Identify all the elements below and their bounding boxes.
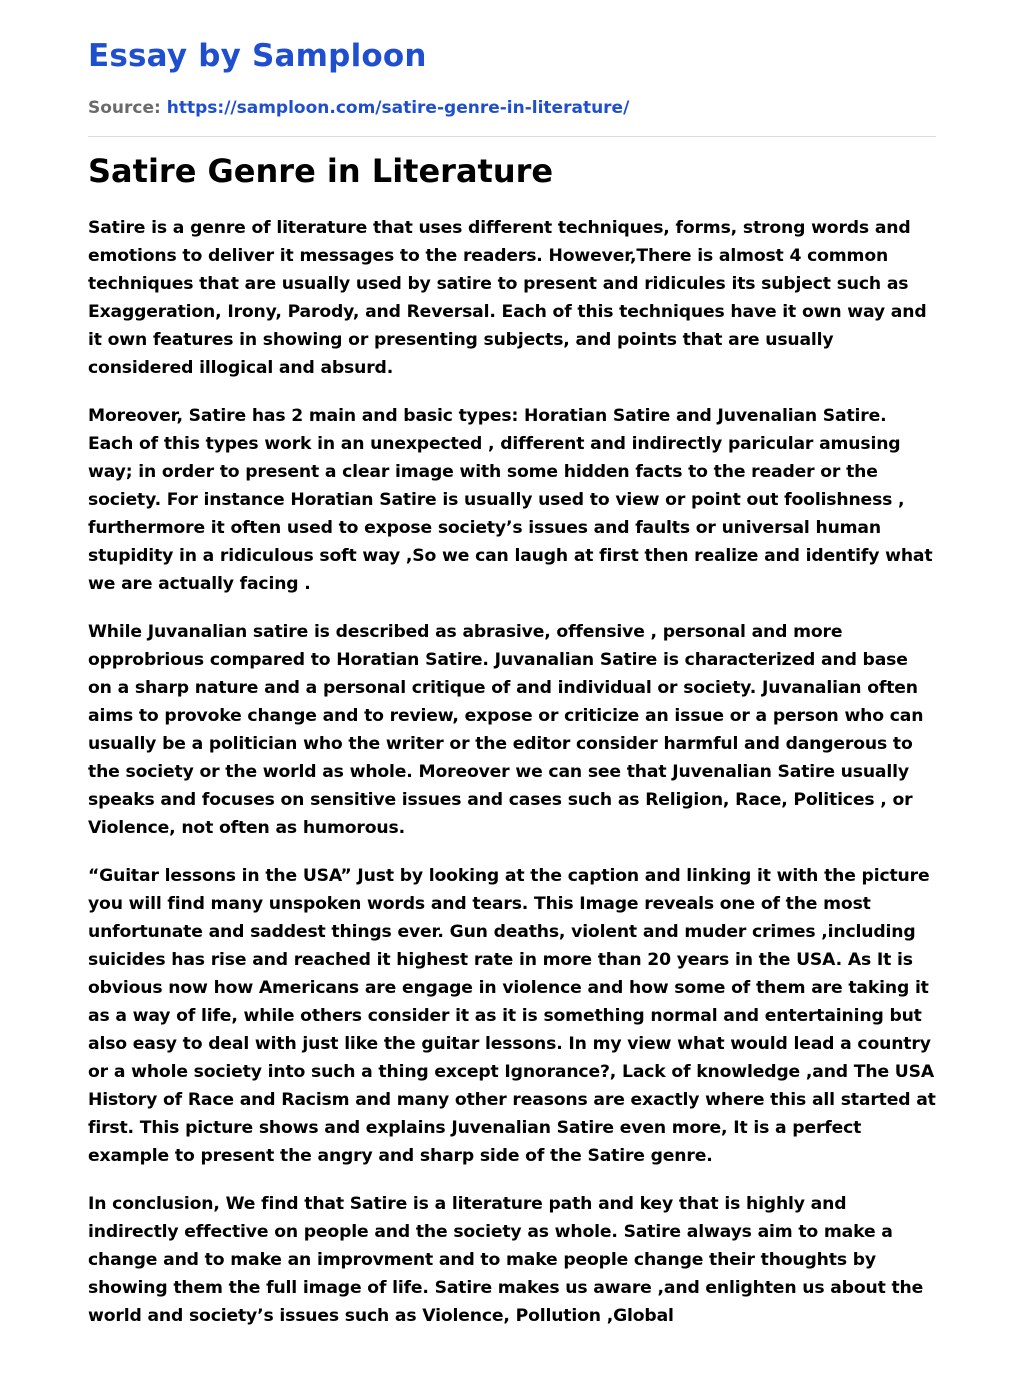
essay-paragraph: Moreover, Satire has 2 main and basic types: Horatian Satire and Juvenalian Satire. Each of this types work in an unexpected , different and indirectly paricular amusing way; in order to present a clear image with some hidden facts to the reader or the society. For instance Horatian Satire is usually used to view or point out foolishness , furthermore it often used to expose society’s issues and faults or universal human stupidity in a ridiculous soft way ,So we can laugh at first then realize and identify what we are actually facing .: [88, 406, 933, 594]
essay-paragraph: In conclusion, We find that Satire is a literature path and key that is highly and indirectly effective on people and the society as whole. Satire always aim to make a change and to make an improvment and to make people change their thoughts by showing them the full image of life. Satire makes us aware ,and enlighten us about the world and society’s issues such as Violence, Pollution ,Global: [88, 1194, 924, 1326]
site-brand-title: Essay by Samploon: [88, 38, 427, 74]
document-page: [88, 0, 936, 1350]
essay-paragraph: “Guitar lessons in the USA” Just by looking at the caption and linking it with the picture you will find many unspoken words and tears. This Image reveals one of the most unfortunate and saddest things ever. Gun deaths, violent and muder crimes ,including suicides has rise and reached it highest rate in more than 20 years in the USA. As It is obvious now how Americans are engage in violence and how some of them are taking it as a way of life, while others consider it as it is something normal and entertaining but also easy to deal with just like the guitar lessons. In my view what would lead a country or a whole society into such a thing except Ignorance?, Lack of knowledge ,and The USA History of Race and Racism and many other reasons are exactly where this all started at first. This picture shows and explains Juvenalian Satire even more, It is a perfect example to present the angry and sharp side of the Satire genre.: [88, 866, 936, 1166]
essay-paragraph: While Juvanalian satire is described as abrasive, offensive , personal and more opprobrious compared to Horatian Satire. Juvanalian Satire is characterized and base on a sharp nature and a personal critique of and individual or society. Juvanalian often aims to provoke change and to review, expose or criticize an issue or a person who can usually be a politician who the writer or the editor consider harmful and dangerous to the society or the world as whole. Moreover we can see that Juvenalian Satire usually speaks and focuses on sensitive issues and cases such as Religion, Race, Politices , or Violence, not often as humorous.: [88, 622, 924, 838]
page-title: Satire Genre in Literature: [88, 152, 554, 190]
header-divider: [88, 136, 936, 137]
essay-body: [88, 214, 936, 1330]
source-label: Source:: [88, 98, 161, 118]
essay-paragraph: Satire is a genre of literature that uses different techniques, forms, strong words and emotions to deliver it messages to the readers. However,There is almost 4 common techniques that are usually used by satire to present and ridicules its subject such as Exaggeration, Irony, Parody, and Reversal. Each of this techniques have it own way and it own features in showing or presenting subjects, and points that are usually considered illogical and absurd.: [88, 218, 927, 378]
source-link[interactable]: https://samploon.com/satire-genre-in-literature/: [166, 98, 630, 118]
source-line: [88, 97, 936, 119]
